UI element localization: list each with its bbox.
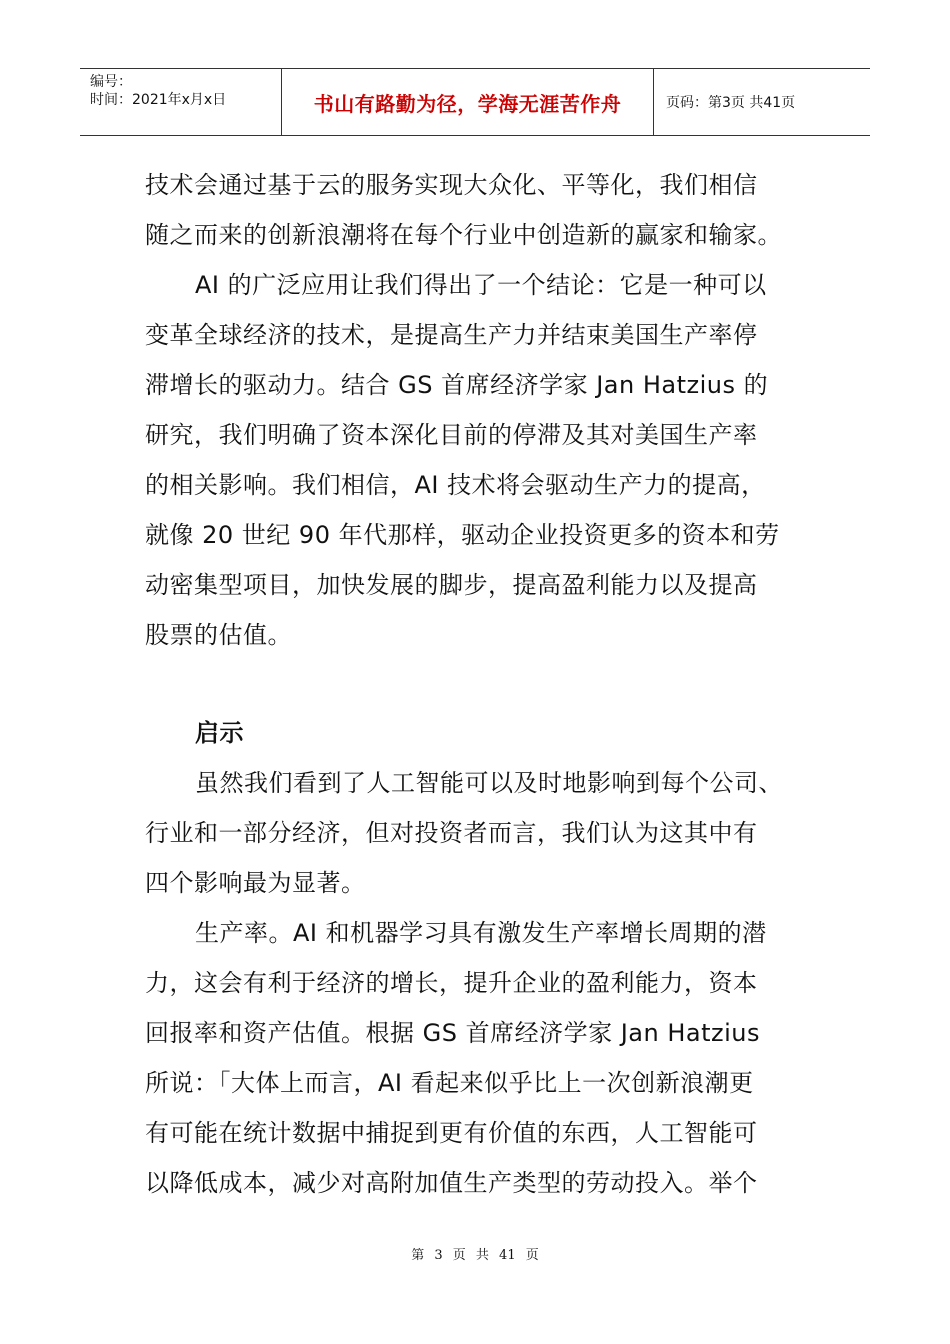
text-line: 研究，我们明确了资本深化目前的停滞及其对美国生产率 bbox=[145, 421, 758, 449]
text-line: 就像 20 世纪 90 年代那样，驱动企业投资更多的资本和劳 bbox=[145, 521, 780, 549]
text-line: 随之而来的创新浪潮将在每个行业中创造新的赢家和输家。 bbox=[145, 221, 782, 249]
text-line: AI 的广泛应用让我们得出了一个结论：它是一种可以 bbox=[195, 271, 767, 299]
paragraph-3 bbox=[145, 758, 815, 908]
paragraph-2 bbox=[145, 260, 815, 660]
time-label: 时间：2021年x月x日 bbox=[90, 92, 227, 108]
document-body bbox=[145, 160, 815, 1208]
paragraph-4 bbox=[145, 908, 815, 1208]
text-line: 行业和一部分经济，但对投资者而言，我们认为这其中有 bbox=[145, 819, 758, 847]
document-header bbox=[80, 68, 870, 136]
text-line: 回报率和资产估值。根据 GS 首席经济学家 Jan Hatzius bbox=[145, 1019, 760, 1047]
text-line: 以降低成本，减少对高附加值生产类型的劳动投入。举个 bbox=[145, 1169, 758, 1197]
text-line: 股票的估值。 bbox=[145, 621, 292, 649]
text-line: 变革全球经济的技术，是提高生产力并结束美国生产率停 bbox=[145, 321, 758, 349]
section-heading: 启示 bbox=[195, 719, 244, 747]
page-footer: 第 3 页 共 41 页 bbox=[411, 1248, 539, 1263]
text-line: 动密集型项目，加快发展的脚步，提高盈利能力以及提高 bbox=[145, 571, 758, 599]
text-line: 的相关影响。我们相信，AI 技术将会驱动生产力的提高， bbox=[145, 471, 766, 499]
text-line: 四个影响最为显著。 bbox=[145, 869, 366, 897]
header-page-info: 页码：第3页 共41页 bbox=[666, 95, 796, 111]
text-line: 所说：「大体上而言，AI 看起来似乎比上一次创新浪潮更 bbox=[145, 1069, 754, 1097]
text-line: 力，这会有利于经济的增长，提升企业的盈利能力，资本 bbox=[145, 969, 758, 997]
text-line: 生产率。AI 和机器学习具有激发生产率增长周期的潜 bbox=[195, 919, 767, 947]
header-page-cell bbox=[654, 69, 870, 135]
header-motto: 书山有路勤为径，学海无涯苦作舟 bbox=[313, 91, 622, 116]
text-line: 虽然我们看到了人工智能可以及时地影响到每个公司、 bbox=[195, 769, 783, 797]
section-spacer bbox=[145, 660, 815, 708]
text-line: 技术会通过基于云的服务实现大众化、平等化，我们相信 bbox=[145, 171, 758, 199]
header-meta-cell bbox=[80, 69, 282, 135]
number-label: 编号： bbox=[90, 74, 132, 90]
paragraph-1 bbox=[145, 160, 815, 260]
text-line: 滞增长的驱动力。结合 GS 首席经济学家 Jan Hatzius 的 bbox=[145, 371, 769, 399]
text-line: 有可能在统计数据中捕捉到更有价值的东西，人工智能可 bbox=[145, 1119, 758, 1147]
header-motto-cell bbox=[282, 69, 654, 135]
